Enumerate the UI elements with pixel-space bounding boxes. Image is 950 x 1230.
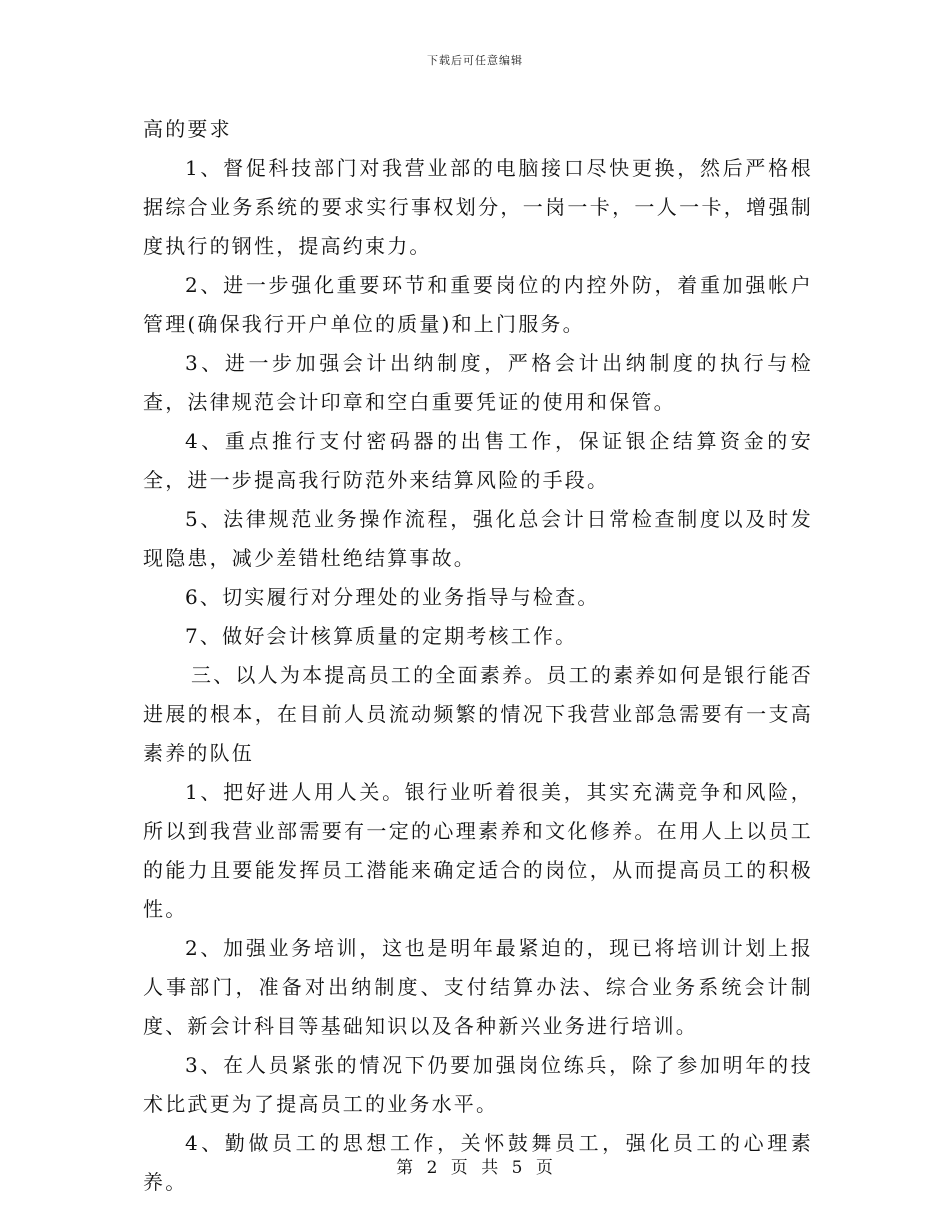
document-body [143, 110, 813, 1202]
page-header: 下载后可任意编辑 [427, 54, 523, 67]
paragraph-item-5: 5、法律规范业务操作流程，强化总会计日常检查制度以及时发现隐患，减少差错杜绝结算事故。 [143, 507, 813, 570]
paragraph-subitem-2: 2、加强业务培训，这也是明年最紧迫的，现已将培训计划上报人事部门，准备对出纳制度、支付结算办法、综合业务系统会计制度、新会计科目等基础知识以及各种新兴业务进行培训。 [143, 936, 813, 1038]
paragraph-item-1: 1、督促科技部门对我营业部的电脑接口尽快更换，然后严格根据综合业务系统的要求实行事权划分，一岗一卡，一人一卡，增强制度执行的钢性，提高约束力。 [143, 156, 813, 258]
page-footer: 第 2 页 共 5 页 [396, 1158, 554, 1178]
paragraph-continuation: 高的要求 [143, 117, 232, 141]
paragraph-item-2: 2、进一步强化重要环节和重要岗位的内控外防，着重加强帐户管理(确保我行开户单位的质量)和上门服务。 [143, 273, 813, 336]
paragraph-item-7: 7、做好会计核算质量的定期考核工作。 [185, 624, 578, 648]
paragraph-item-4: 4、重点推行支付密码器的出售工作，保证银企结算资金的安全，进一步提高我行防范外来结算风险的手段。 [143, 429, 813, 492]
paragraph-subitem-4: 4、勤做员工的思想工作，关怀鼓舞员工，强化员工的心理素养。 [143, 1131, 813, 1194]
paragraph-item-6: 6、切实履行对分理处的业务指导与检查。 [185, 585, 600, 609]
section-heading-three: 三、以人为本提高员工的全面素养。员工的素养如何是银行能否进展的根本，在目前人员流动频繁的情况下我营业部急需要有一支高素养的队伍 [143, 663, 813, 765]
paragraph-subitem-1: 1、把好进人用人关。银行业听着很美，其实充满竞争和风险，所以到我营业部需要有一定的心理素养和文化修养。在用人上以员工的能力且要能发挥员工潜能来确定适合的岗位，从而提高员工的积极性。 [143, 780, 813, 921]
paragraph-subitem-3: 3、在人员紧张的情况下仍要加强岗位练兵，除了参加明年的技术比武更为了提高员工的业务水平。 [143, 1053, 813, 1116]
paragraph-item-3: 3、进一步加强会计出纳制度，严格会计出纳制度的执行与检查，法律规范会计印章和空白重要凭证的使用和保管。 [143, 351, 813, 414]
